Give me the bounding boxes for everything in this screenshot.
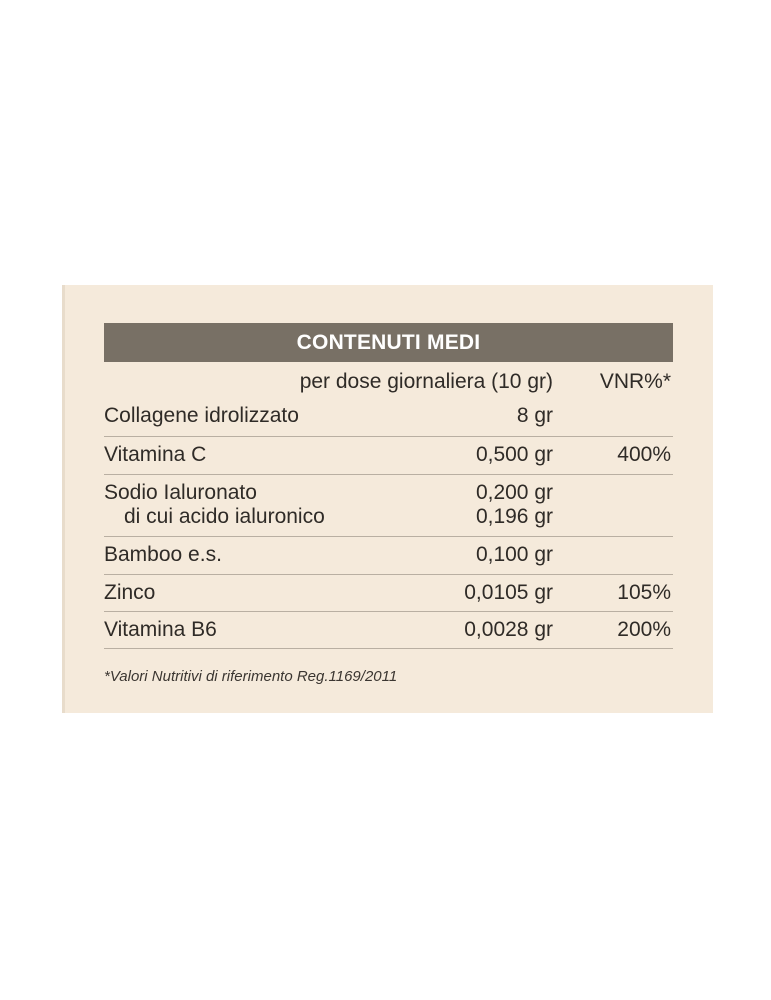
column-header-vnr: VNR%* — [599, 370, 671, 393]
row-name: Vitamina C — [104, 443, 207, 466]
table-title: CONTENUTI MEDI — [104, 323, 673, 362]
table-row — [104, 537, 673, 575]
table-row — [104, 612, 673, 649]
row-amount: 0,0105 gr — [464, 581, 553, 604]
row-name: Bamboo e.s. — [104, 543, 222, 566]
row-name: Zinco — [104, 581, 156, 604]
table-row — [104, 575, 673, 612]
column-header-dose: per dose giornaliera (10 gr) — [299, 370, 553, 393]
row-name: Sodio Ialuronato — [104, 481, 257, 504]
row-subamount: 0,196 gr — [475, 505, 553, 528]
table-row — [104, 400, 673, 437]
row-name: Vitamina B6 — [104, 618, 217, 641]
row-name: Collagene idrolizzato — [104, 404, 299, 427]
table-row — [104, 437, 673, 475]
row-vnr: 200% — [617, 618, 671, 641]
footnote: *Valori Nutritivi di riferimento Reg.1169/2011 — [104, 668, 398, 685]
row-amount: 8 gr — [516, 404, 553, 427]
table-row — [104, 475, 673, 537]
row-subname: di cui acido ialuronico — [124, 505, 325, 528]
row-vnr: 400% — [617, 443, 671, 466]
row-amount: 0,0028 gr — [464, 618, 553, 641]
row-amount: 0,500 gr — [475, 443, 553, 466]
row-amount: 0,200 gr — [475, 481, 553, 504]
row-vnr: 105% — [617, 581, 671, 604]
row-amount: 0,100 gr — [475, 543, 553, 566]
